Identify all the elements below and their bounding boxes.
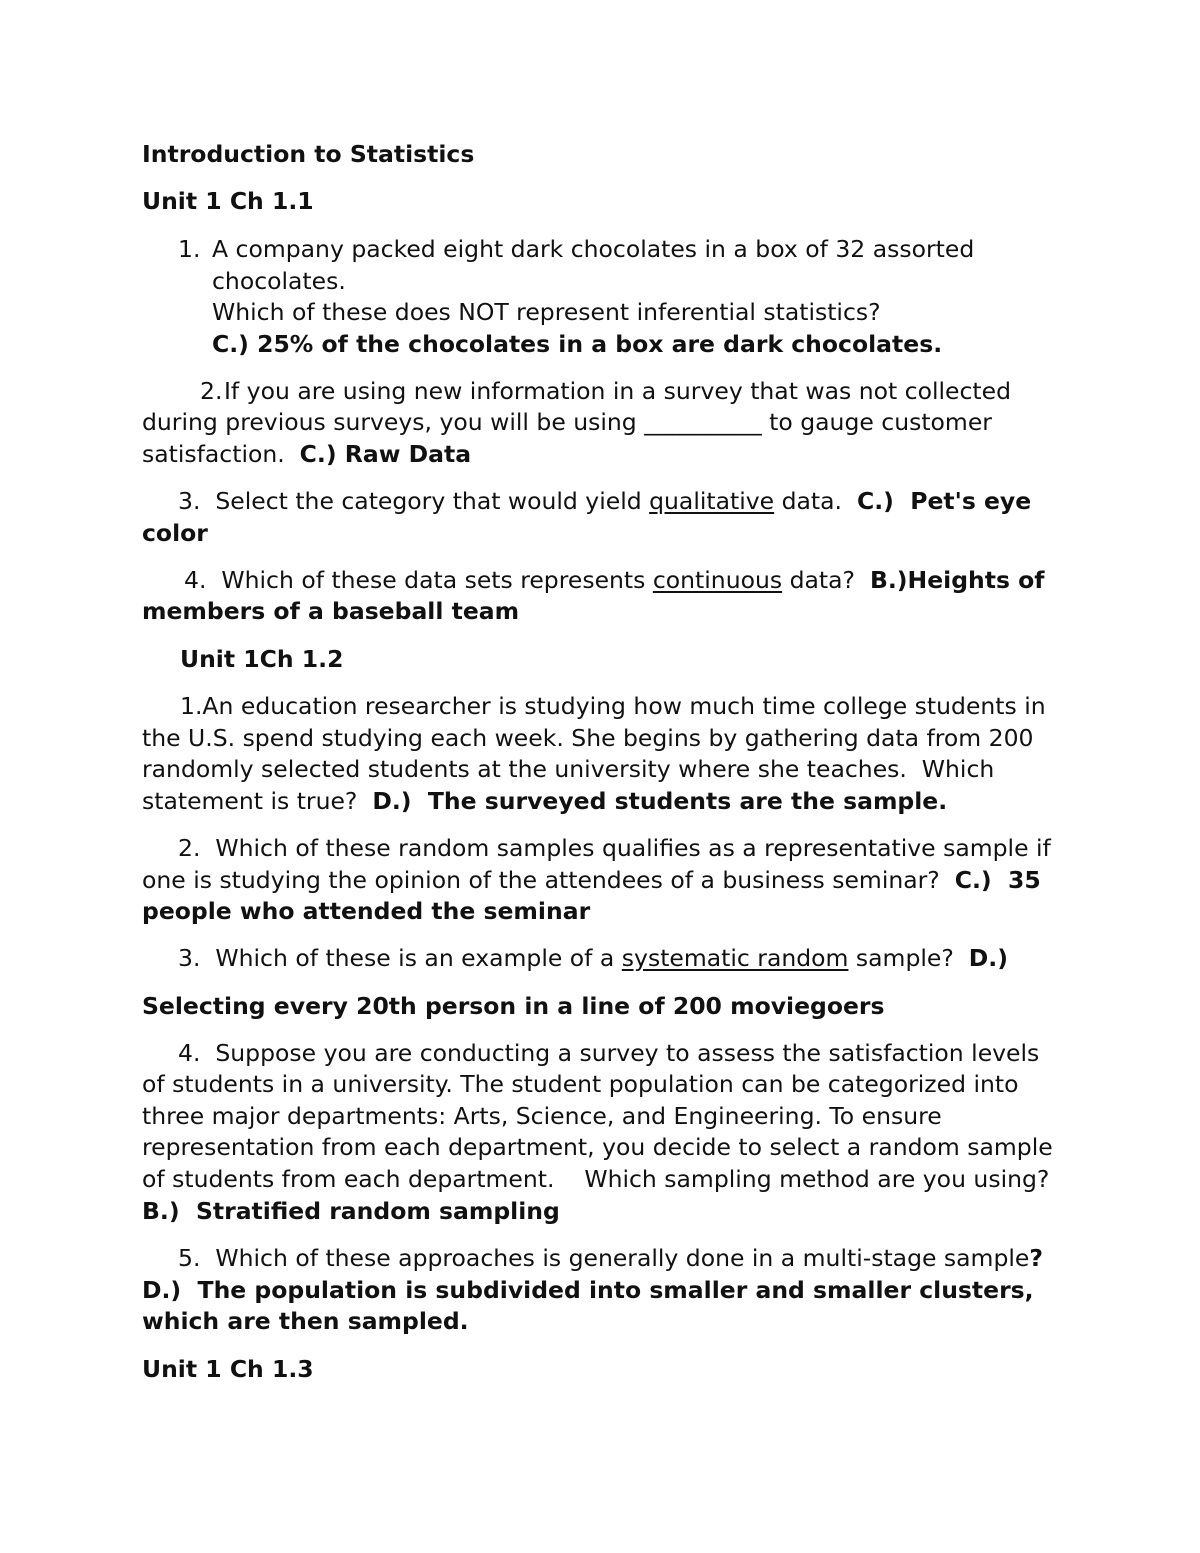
question-text: sample?	[848, 944, 954, 972]
question-text: Suppose you are conducting a survey to assess the satisfaction levels	[215, 1039, 1040, 1067]
answer-text: C.) 25% of the chocolates in a box are dark chocolates.	[212, 330, 943, 358]
question-text: Which of these does NOT represent inferential statistics?	[212, 298, 881, 326]
answer-text: D.) The population is subdivided into smaller and smaller clusters,	[142, 1276, 1034, 1304]
question-number: 5.	[178, 1244, 201, 1272]
question-line	[184, 565, 1045, 597]
question-line	[178, 833, 1051, 865]
question-text: statement is true?	[142, 787, 358, 815]
question-number: 3.	[178, 944, 201, 972]
question-text: Which of these data sets represents	[221, 566, 653, 594]
question-text: the U.S. spend studying each week. She begins by gathering data from 200	[142, 724, 1034, 752]
question-text: one is studying the opinion of the attendees of a business seminar?	[142, 866, 940, 894]
question-text: three major departments: Arts, Science, and Engineering. To ensure	[142, 1102, 942, 1130]
question-text: randomly selected students at the university where she teaches. Which	[142, 755, 995, 783]
question-number: 2.	[178, 834, 201, 862]
question-text: If you are using new information in a survey that was not collected	[224, 377, 1011, 405]
question-line	[178, 1243, 1043, 1275]
answer-text: C.) Raw Data	[299, 440, 472, 468]
question-text: An education researcher is studying how much time college students in	[202, 692, 1046, 720]
question-text: during previous surveys, you will be using __________ to gauge customer	[142, 408, 992, 436]
answer-text: Selecting every 20th person in a line of 200 moviegoers	[142, 992, 885, 1020]
section-heading: Unit 1 Ch 1.1	[142, 187, 314, 215]
question-text: Select the category that would yield	[215, 487, 650, 515]
underlined-term: systematic random	[621, 944, 849, 972]
question-text: Which of these random samples qualifies as a representative sample if	[215, 834, 1051, 862]
answer-text: C.) Pet's eye	[856, 487, 1032, 515]
question-text: of students in a university. The student population can be categorized into	[142, 1070, 1019, 1098]
answer-text: members of a baseball team	[142, 597, 520, 625]
answer-text: D.) The surveyed students are the sample.	[372, 787, 948, 815]
question-text-with-answer	[142, 865, 1041, 897]
question-number: 4.	[184, 566, 207, 594]
answer-text: B.) Stratified random sampling	[142, 1197, 560, 1225]
question-text: Which of these is an example of a	[215, 944, 622, 972]
question-line	[180, 691, 1046, 723]
section-heading: Unit 1Ch 1.2	[180, 645, 344, 673]
question-line	[178, 1038, 1039, 1070]
answer-text: C.) 35	[954, 866, 1041, 894]
answer-text: B.)Heights of	[869, 566, 1045, 594]
answer-text: color	[142, 519, 208, 547]
question-text: satisfaction.	[142, 440, 285, 468]
section-heading: Unit 1 Ch 1.3	[142, 1355, 314, 1383]
question-mark: ?	[1029, 1244, 1043, 1272]
question-text: data?	[782, 566, 855, 594]
question-line	[178, 486, 1031, 518]
question-number: 1.	[178, 235, 201, 263]
question-text: A company packed eight dark chocolates in a box of 32 assorted	[212, 235, 975, 263]
document-title: Introduction to Statistics	[142, 140, 475, 168]
answer-text: people who attended the seminar	[142, 897, 591, 925]
answer-text: which are then sampled.	[142, 1307, 469, 1335]
question-text: chocolates.	[212, 267, 346, 295]
question-number: 4.	[178, 1039, 201, 1067]
question-text: Which of these approaches is generally done in a multi-stage sample	[215, 1244, 1030, 1272]
question-text: representation from each department, you decide to select a random sample	[142, 1133, 1053, 1161]
question-number: 2.	[200, 377, 223, 405]
question-text-with-answer	[142, 439, 471, 471]
question-text: data.	[774, 487, 842, 515]
question-text-with-answer	[142, 786, 947, 818]
underlined-term: continuous	[652, 566, 783, 594]
question-number: 3.	[178, 487, 201, 515]
answer-text: D.)	[968, 944, 1008, 972]
question-text: of students from each department. Which sampling method are you using?	[142, 1165, 1050, 1193]
question-line	[178, 943, 1008, 975]
underlined-term: qualitative	[649, 487, 775, 515]
question-number: 1.	[180, 692, 203, 720]
